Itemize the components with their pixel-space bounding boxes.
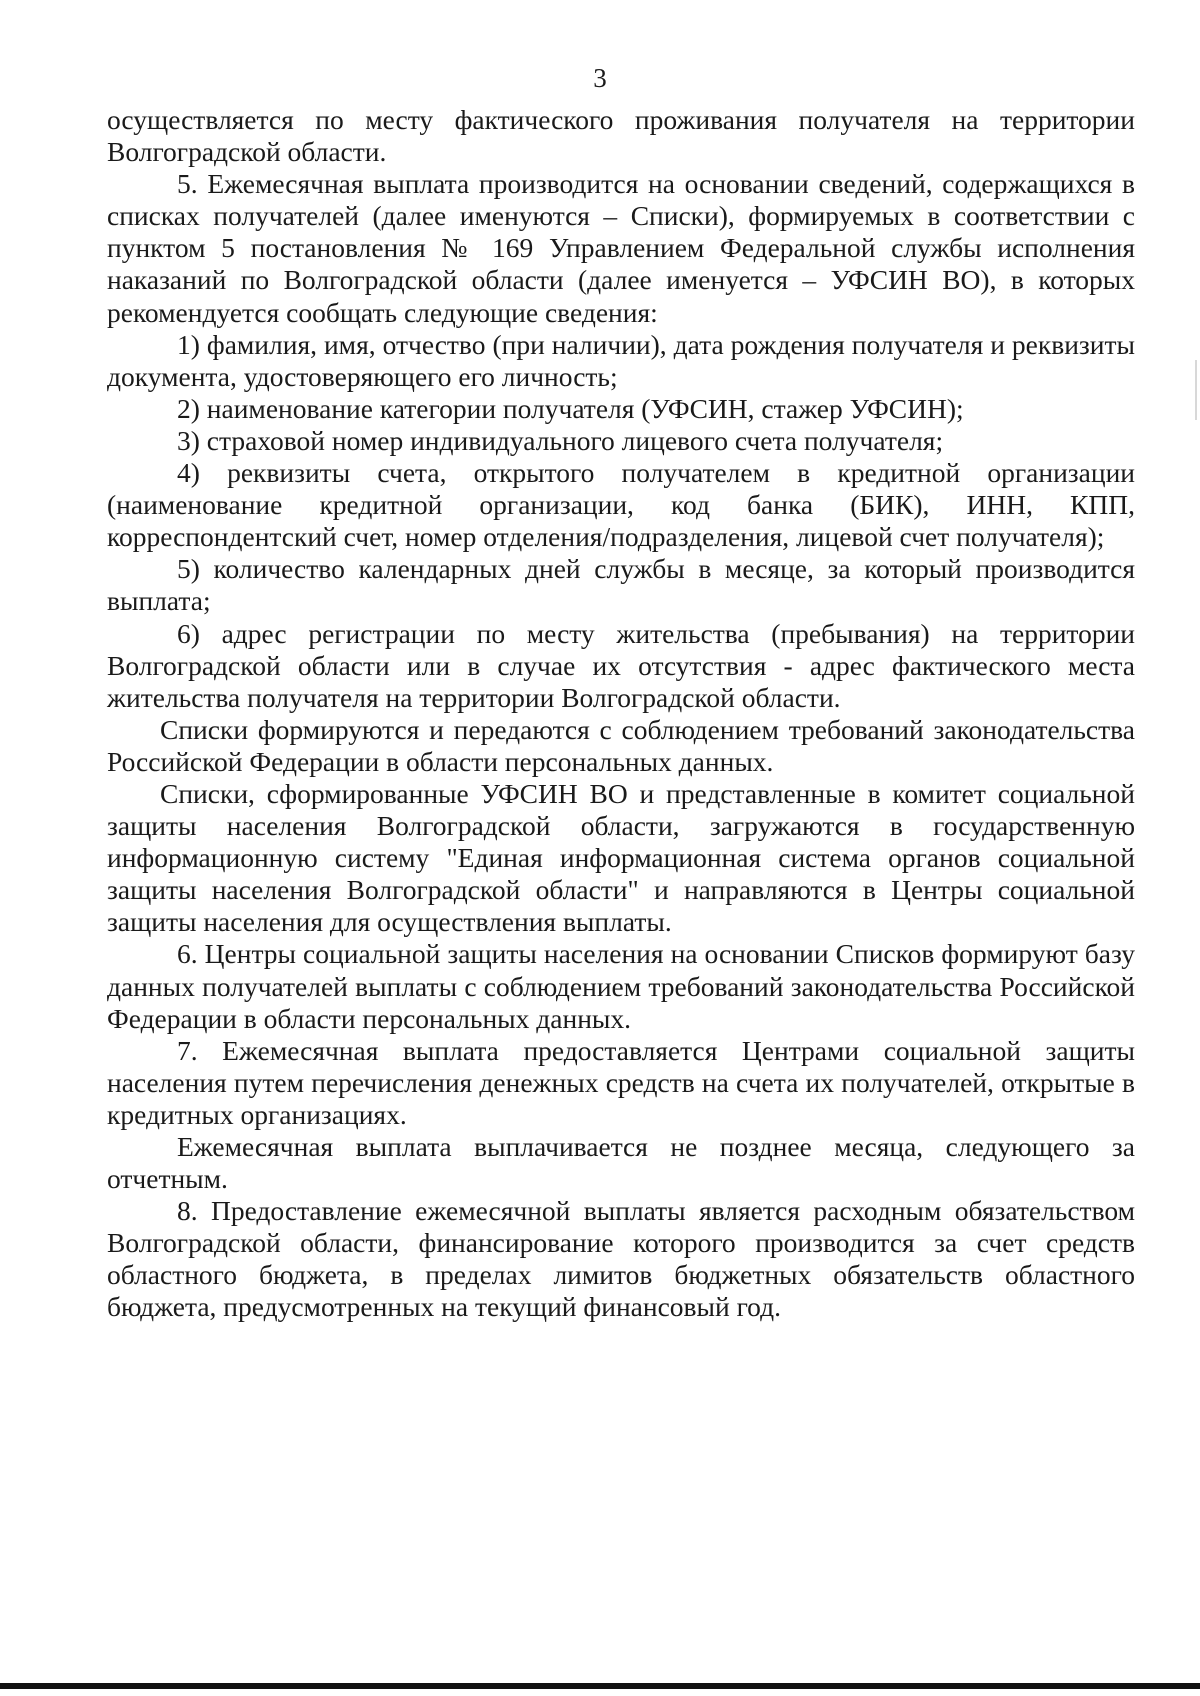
paragraph-lists-formed: Списки формируются и передаются с соблюдением требований законодательства Российской Федерации в области персональных данных.	[107, 713, 1135, 777]
list-item-3: 3) страховой номер индивидуального лицевого счета получателя;	[177, 424, 944, 456]
paragraph-item-7: 7. Ежемесячная выплата предоставляется Центрами социальной защиты населения путем перечисления денежных средств на счета их получателей, открытые в кредитных организациях.	[107, 1034, 1135, 1130]
paragraph-lists-loaded: Списки, сформированные УФСИН ВО и представленные в комитет социальной защиты населения Волгоградской области, загружаются в государственную информационную систему "Единая информационная система органов социальной защиты населения Волгоградской области" и направляются в Центры социальной защиты населения для осуществления выплаты.	[107, 777, 1135, 938]
list-item-5: 5) количество календарных дней службы в месяце, за который производится выплата;	[107, 553, 1135, 617]
paragraph-payment-deadline: Ежемесячная выплата выплачивается не позднее месяца, следующего за отчетным.	[107, 1131, 1135, 1195]
document-body	[107, 104, 1135, 1324]
paragraph-item-5: 5. Ежемесячная выплата производится на основании сведений, содержащихся в списках получателей (далее именуются – Списки), формируемых в соответствии с пунктом 5 постановления № 169 Управлением Федеральной службы исполнения наказаний по Волгоградской области (далее именуется – УФСИН ВО), в которых рекомендуется сообщать следующие сведения:	[107, 168, 1135, 328]
list-item-4: 4) реквизиты счета, открытого получателем в кредитной организации (наименование кредитной организации, код банка (БИК), ИНН, КПП, корреспондентский счет, номер отделения/подразделения, лицевой счет получателя);	[107, 457, 1135, 553]
paragraph-item-8: 8. Предоставление ежемесячной выплаты является расходным обязательством Волгоградской области, финансирование которого производится за счет средств областного бюджета, в пределах лимитов бюджетных обязательств областного бюджета, предусмотренных на текущий финансовый год.	[107, 1195, 1135, 1323]
list-item-6: 6) адрес регистрации по месту жительства (пребывания) на территории Волгоградской области или в случае их отсутствия - адрес фактического места жительства получателя на территории Волгоградской области.	[107, 617, 1135, 713]
paragraph-item-6: 6. Центры социальной защиты населения на основании Списков формируют базу данных получателей выплаты с соблюдением требований законодательства Российской Федерации в области персональных данных.	[107, 938, 1135, 1034]
list-item-1: 1) фамилия, имя, отчество (при наличии), дата рождения получателя и реквизиты документа, удостоверяющего его личность;	[107, 328, 1135, 392]
list-item-2: 2) наименование категории получателя (УФСИН, стажер УФСИН);	[177, 392, 964, 424]
page-number: 3	[593, 63, 607, 93]
paragraph-continuation: осуществляется по месту фактического проживания получателя на территории Волгоградской области.	[107, 104, 1135, 168]
scan-edge-mark	[1195, 360, 1197, 420]
scan-bottom-border	[0, 1683, 1200, 1689]
